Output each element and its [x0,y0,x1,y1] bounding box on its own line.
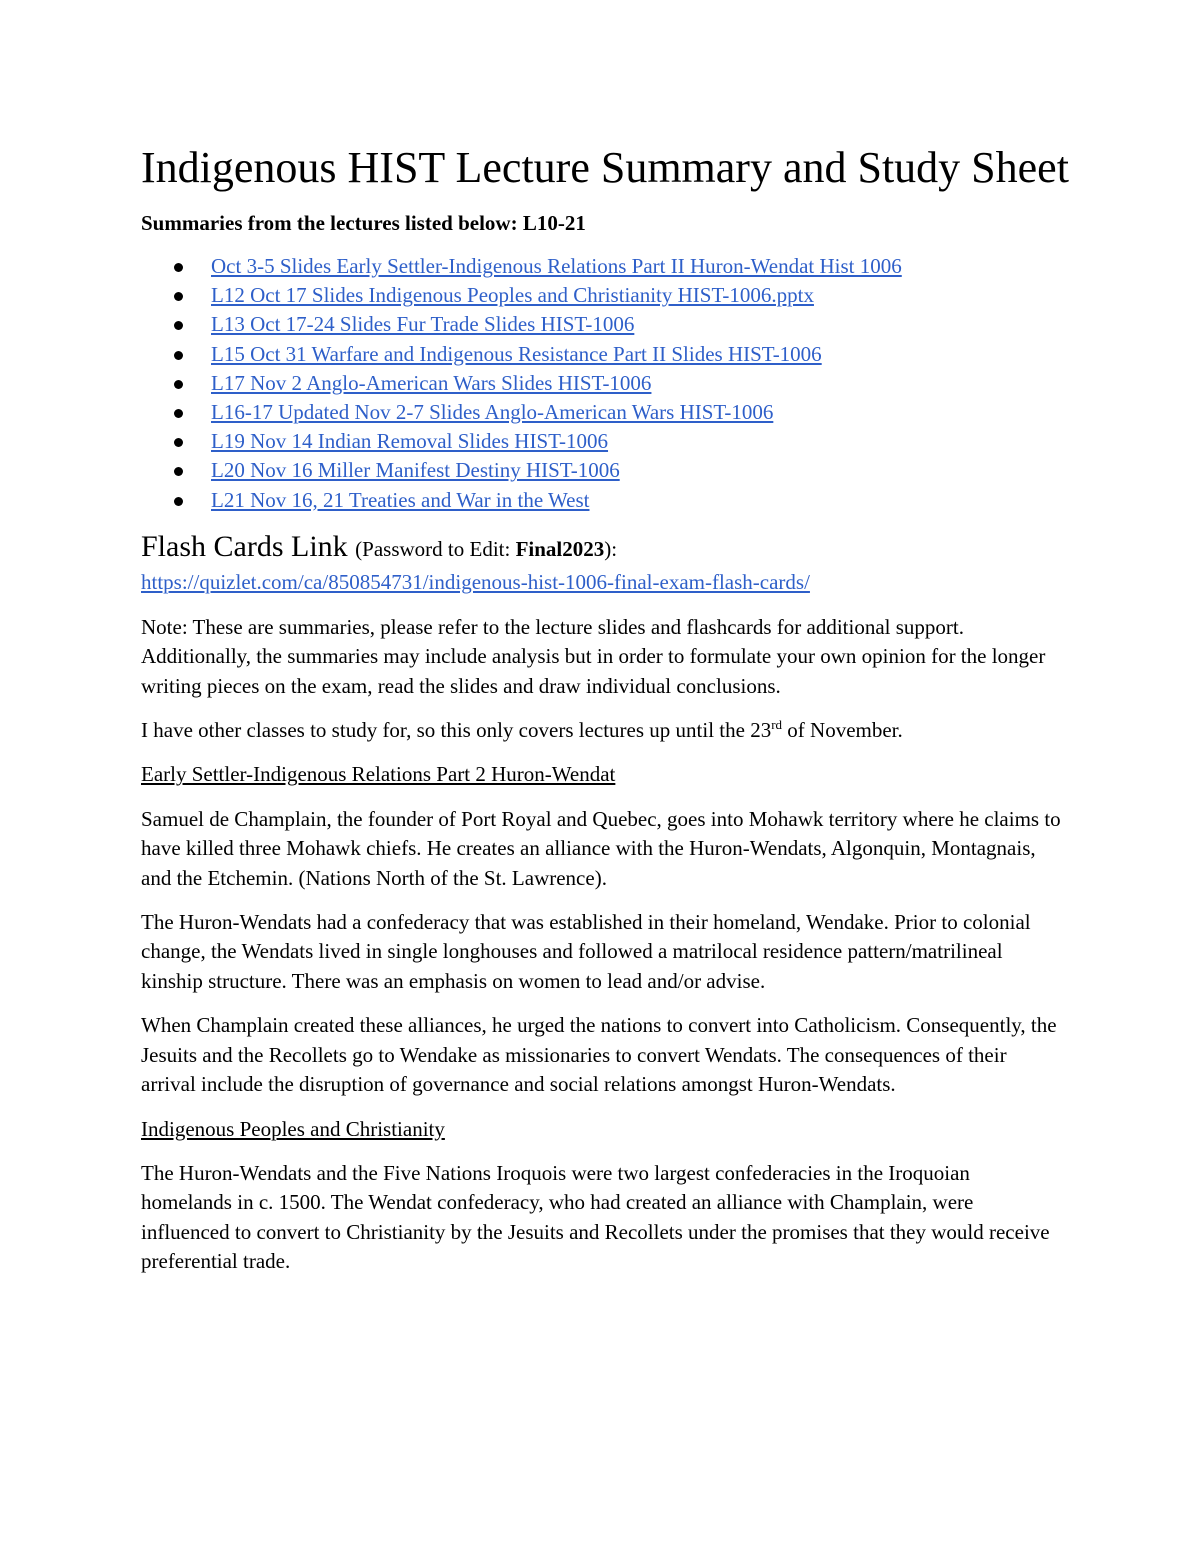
list-item [211,486,1066,515]
flash-cards-heading [141,529,1066,567]
coverage-text-end: of November. [782,718,903,743]
bullet-icon [174,467,183,476]
list-item [211,427,1066,456]
bullet-icon [174,438,183,447]
lecture-link[interactable]: L21 Nov 16, 21 Treaties and War in the West [211,487,590,512]
flash-cards-link[interactable]: https://quizlet.com/ca/850854731/indigenous-hist-1006-final-exam-flash-cards/ [141,569,810,594]
bullet-icon [174,321,183,330]
document-page [141,140,1069,1292]
lecture-link[interactable]: L16-17 Updated Nov 2-7 Slides Anglo-American Wars HIST-1006 [211,400,774,425]
section-paragraph: When Champlain created these alliances, he urged the nations to convert into Catholicism. Consequently, the Jesuits and the Recollets go to Wendake as missionaries to convert Wendats. The consequences of their arrival include the disruption of governance and social relations amongst Huron-Wendats. [141,1013,1057,1097]
lecture-links-list [141,252,1066,515]
ordinal-suffix: rd [771,717,783,733]
list-item [211,281,1066,310]
section-paragraph: Samuel de Champlain, the founder of Port Royal and Quebec, goes into Mohawk territory where he claims to have killed three Mohawk chiefs. He creates an alliance with the Huron-Wendats, Algonquin, Montagnais, and the Etchemin. (Nations North of the St. Lawrence). [141,806,1061,890]
note-paragraph: Note: These are summaries, please refer to the lecture slides and flashcards for additional support. Additionally, the summaries may include analysis but in order to formulate your own opinion for the longer writing pieces on the exam, read the slides and draw individual conclusions. [141,614,1046,698]
document-title: Indigenous HIST Lecture Summary and Study Sheet [141,143,1069,192]
lecture-link[interactable]: L13 Oct 17-24 Slides Fur Trade Slides HIST-1006 [211,312,635,337]
list-item [211,369,1066,398]
coverage-text: I have other classes to study for, so this only covers lectures up until the 23 [141,718,772,743]
lecture-link[interactable]: L15 Oct 31 Warfare and Indigenous Resistance Part II Slides HIST-1006 [211,341,822,366]
bullet-icon [174,380,183,389]
password-prefix: (Password to Edit: [355,536,516,561]
list-item [211,340,1066,369]
lectures-subtitle: Summaries from the lectures listed below: L10-21 [141,211,586,235]
list-item [211,310,1066,339]
bullet-icon [174,351,183,360]
section-paragraph: The Huron-Wendats had a confederacy that was established in their homeland, Wendake. Prior to colonial change, the Wendats lived in single longhouses and followed a matrilocal residence pattern/matrilineal kinship structure. There was an emphasis on women to lead and/or advise. [141,910,1031,993]
password-suffix: ): [604,536,618,561]
lecture-link[interactable]: L12 Oct 17 Slides Indigenous Peoples and Christianity HIST-1006.pptx [211,283,814,308]
lecture-link[interactable]: L20 Nov 16 Miller Manifest Destiny HIST-1006 [211,458,620,483]
list-item [211,252,1066,281]
list-item [211,398,1066,427]
password-value: Final2023 [515,536,605,561]
coverage-paragraph [141,716,1066,745]
bullet-icon [174,497,183,506]
flash-cards-url-line [141,567,1066,597]
lecture-link[interactable]: L17 Nov 2 Anglo-American Wars Slides HIST-1006 [211,370,652,395]
lecture-link[interactable]: Oct 3-5 Slides Early Settler-Indigenous Relations Part II Huron-Wendat Hist 1006 [211,254,902,278]
bullet-icon [174,292,183,301]
section-paragraph: The Huron-Wendats and the Five Nations Iroquois were two largest confederacies in the Iroquoian homelands in c. 1500. The Wendat confederacy, who had created an alliance with Champlain, were influenced to convert to Christianity by the Jesuits and Recollets under the promises that they would receive preferential trade. [141,1160,1050,1274]
list-item [211,456,1066,485]
bullet-icon [174,409,183,418]
bullet-icon [174,263,183,272]
section-heading-christianity: Indigenous Peoples and Christianity [141,1116,445,1141]
lecture-link[interactable]: L19 Nov 14 Indian Removal Slides HIST-1006 [211,429,609,454]
section-heading-huron-wendat: Early Settler-Indigenous Relations Part 2 Huron-Wendat [141,762,616,787]
flash-cards-label: Flash Cards Link [141,529,348,563]
